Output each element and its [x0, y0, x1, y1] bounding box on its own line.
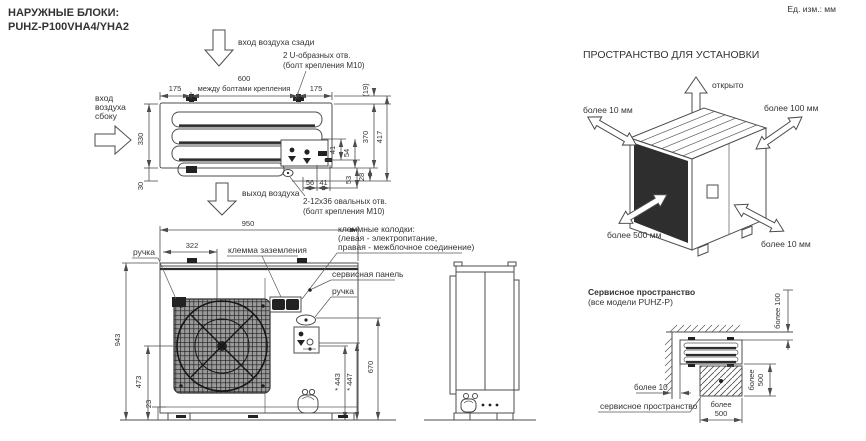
terminal-blocks-label-1: клеммные колодки:: [338, 224, 415, 234]
ground-terminal-label: клемма заземления: [228, 245, 307, 255]
clearance-top-left-label: более 10 мм: [583, 105, 633, 115]
dim-370: 370: [361, 130, 370, 144]
dim-447: * 447: [345, 373, 354, 391]
air-outlet-label: выход воздуха: [242, 188, 300, 198]
service-space: [588, 287, 793, 423]
front-view: [113, 219, 475, 420]
dim-943: 943: [113, 333, 122, 347]
oval-holes-callout-2: (болт крепления М10): [303, 207, 385, 216]
handle-right-label: ручка: [332, 286, 354, 296]
dim-330: 330: [136, 132, 145, 146]
dim-41a: 41: [328, 145, 337, 155]
u-holes-callout-1: 2 U-образных отв.: [283, 51, 351, 60]
dim-175-right: 175: [309, 84, 323, 93]
clearance-bottom-right-label: более 10 мм: [761, 239, 811, 249]
terminal-blocks-label-3: правая - межблочное соединение): [338, 242, 475, 252]
dim-28: 28: [357, 172, 366, 182]
valve-detail: [294, 327, 319, 353]
handle-left: [172, 297, 186, 307]
service-unit-plan: [680, 337, 742, 367]
air-inlet-side-label-3: сбоку: [95, 111, 117, 121]
side-view: [424, 262, 536, 420]
installation-space: [583, 49, 819, 256]
page-title-line2: PUHZ-P100VHA4/YHA2: [8, 21, 130, 33]
service-panel-label: сервисная панель: [332, 269, 404, 279]
open-label: открыто: [712, 80, 744, 90]
service-clearance-right-1: более: [747, 369, 756, 391]
dim-53: 53: [344, 175, 353, 185]
air-outlet-arrow-icon: [208, 183, 236, 215]
service-space-heading-2: (все модели PUHZ-P): [588, 297, 673, 307]
dim-473: 473: [134, 375, 143, 389]
u-holes-callout-2: (болт крепления М10): [283, 61, 365, 70]
page-header: [8, 4, 836, 33]
air-inlet-side-label-1: вход: [95, 93, 114, 103]
top-view: [95, 30, 391, 216]
dim-54: 54: [342, 148, 351, 158]
clearance-arrow-icon: [584, 111, 639, 151]
mounting-bolt-icon: [187, 258, 197, 263]
clearance-top-right-label: более 100 мм: [764, 103, 819, 113]
clearance-bottom-left-label: более 500 мм: [607, 230, 662, 240]
service-clearance-right-2: 500: [756, 373, 765, 387]
air-inlet-rear-label: вход воздуха сзади: [238, 37, 315, 47]
dim-23: 23: [144, 399, 153, 409]
accumulator: [298, 389, 318, 413]
dim-443: * 443: [333, 373, 342, 391]
dim-600: 600: [237, 74, 251, 83]
service-clearance-bottom-1: более: [710, 400, 732, 409]
dim-600-note: между болтами крепления: [197, 84, 291, 93]
dim-322: 322: [185, 241, 199, 250]
dim-41b: 41: [319, 178, 328, 187]
oval-holes-callout-1: 2-12x36 овальных отв.: [303, 197, 387, 206]
dim-950: 950: [241, 219, 255, 228]
dim-56: 56: [305, 178, 315, 187]
mounting-bolt-icon: [186, 94, 197, 102]
page-title-line1: НАРУЖНЫЕ БЛОКИ:: [8, 7, 120, 19]
dim-670: 670: [366, 360, 375, 374]
air-inlet-side-arrow-icon: [95, 126, 131, 154]
mounting-bolt-icon: [186, 166, 197, 173]
service-area-label: сервисное пространство: [600, 401, 698, 411]
dim-30: 30: [136, 181, 145, 191]
fan-grille: [174, 299, 270, 393]
mounting-bolt-icon: [297, 258, 307, 263]
mounting-bolt-icon: [293, 94, 304, 102]
dim-175-left: 175: [168, 84, 182, 93]
service-clearance-bottom-2: 500: [714, 409, 728, 418]
units-note: Ед. изм.: мм: [787, 4, 836, 14]
dim-19: (19): [361, 83, 370, 97]
service-space-heading-1: Сервисное пространство: [588, 287, 696, 297]
installation-space-heading: ПРОСТРАНСТВО ДЛЯ УСТАНОВКИ: [583, 49, 760, 61]
air-inlet-rear-arrow-icon: [205, 30, 233, 66]
handle-left-label: ручка: [133, 247, 155, 257]
foot: [497, 413, 513, 420]
air-inlet-side-label-2: воздуха: [95, 102, 126, 112]
terminal-blocks-label-2: (левая - электропитание,: [338, 233, 438, 243]
dim-417: 417: [375, 130, 384, 144]
foot: [454, 413, 470, 420]
service-clearance-left: более 10: [634, 383, 668, 392]
service-clearance-top: более 100: [773, 293, 782, 329]
